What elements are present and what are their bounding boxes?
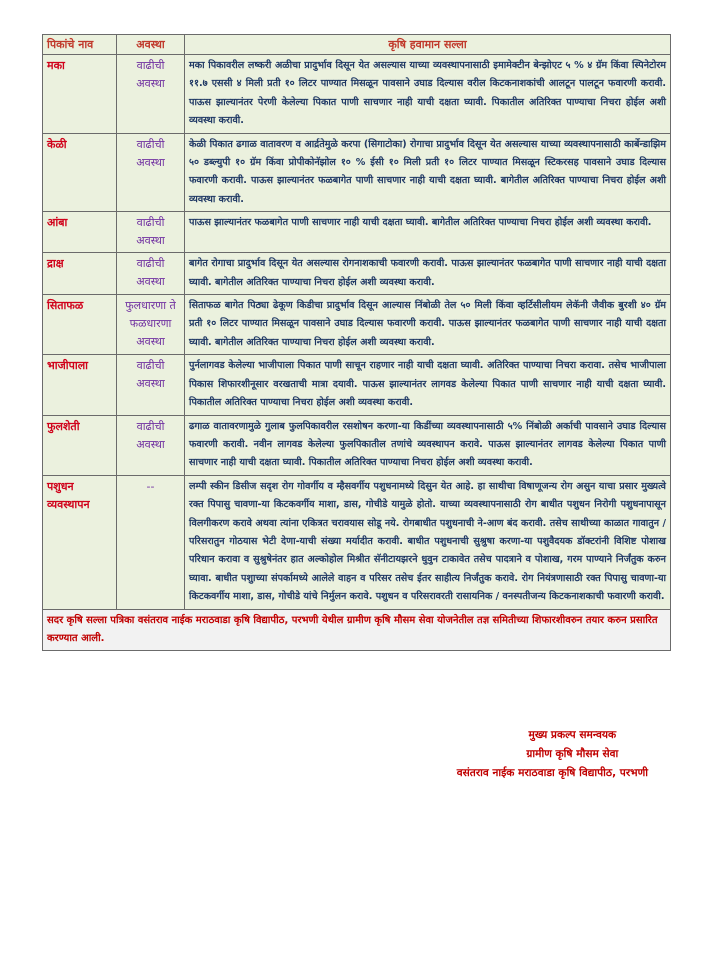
crop-advice: सिताफळ बागेत पिठ्या ढेकूण किडीचा प्रादुर्भाव दिसून आल्यास निंबोळी तेल ५० मिली किंवा व्हर्टिसीलीयम लेकॅनी जैवीक बुरशी ४० ग्रॅम प्रती १० लिटर पाण्यात मिसळून पावसाने उघाड दिल्यास फवारणी करावी. पाऊस झाल्यानंतर फळबागेत पाणी साचणार नाही याची दक्षता घ्यावी. बागेतील अतिरिक्त पाण्याचा निचरा होईल अशी व्यवस्था करावी.	[185, 295, 671, 355]
table-row	[43, 212, 671, 253]
table-row	[43, 355, 671, 415]
crop-stage: वाढीची अवस्था	[117, 212, 185, 253]
table-row	[43, 253, 671, 295]
crop-name: पशुधन व्यवस्थापन	[43, 475, 117, 609]
signature-block	[456, 726, 648, 783]
crop-advice: मका पिकावरील लष्करी अळीचा प्रादुर्भाव दिसून येत असल्यास याच्या व्यवस्थापनासाठी इमामेक्टीन बेन्झोएट ५ % ४ ग्रॅम किंवा स्पिनेटोरम ११.७ एससी ४ मिली प्रती १० लिटर पाण्यात मिसळून पावसाने उघाड दिल्यास वरील किटकनाशकांची आलटून पालटून फवारणी करावी. पाऊस झाल्यानंतर पेरणी केलेल्या पिकात पाणी साचणार नाही याची दक्षता घ्यावी. पिकातील अतिरिक्त पाण्याचा निचरा होईल अशी व्यवस्था करावी.	[185, 55, 671, 134]
header-crop-name: पिकांचे नाव	[43, 35, 117, 55]
footer-row	[43, 609, 671, 650]
table-row	[43, 475, 671, 609]
table-row	[43, 133, 671, 212]
crop-name: केळी	[43, 133, 117, 212]
crop-stage: वाढीची अवस्था	[117, 253, 185, 295]
crop-stage: --	[117, 475, 185, 609]
crop-name: आंबा	[43, 212, 117, 253]
crop-advice: पाऊस झाल्यानंतर फळबागेत पाणी साचणार नाही याची दक्षता घ्यावी. बागेतील अतिरिक्त पाण्याचा निचरा होईल अशी व्यवस्था करावी.	[185, 212, 671, 253]
header-stage: अवस्था	[117, 35, 185, 55]
table-row	[43, 55, 671, 134]
header-advice: कृषि हवामान सल्ला	[185, 35, 671, 55]
table-row	[43, 415, 671, 475]
signature-line-2: ग्रामीण कृषि मौसम सेवा	[526, 748, 619, 760]
signature-line-3: वसंतराव नाईक मराठवाडा कृषि विद्यापीठ, परभणी	[456, 767, 648, 779]
crop-name: द्राक्ष	[43, 253, 117, 295]
crop-advice: बागेत रोगाचा प्रादुर्भाव दिसून येत असल्यास रोगनाशकाची फवारणी करावी. पाऊस झाल्यानंतर फळबागेत पाणी साचणार नाही याची दक्षता घ्यावी. बागेतील अतिरिक्त पाण्याचा निचरा होईल अशी व्यवस्था करावी.	[185, 253, 671, 295]
crop-advice: केळी पिकात ढगाळ वातावरण व आर्द्रतेमुळे करपा (सिगाटोका) रोगाचा प्रादुर्भाव दिसून येत असल्यास याच्या व्यवस्थापनासाठी कार्बेन्डाझिम ५० डब्ल्युपी १० ग्रॅम किंवा प्रोपीकोनॅझोल १० % ईसी १० मिली प्रती १० लिटर पाण्यात मिसळून स्टिकरसह पावसाने उघाड दिल्यास फवारणी करावी. पाऊस झाल्यानंतर फळबागेत पाणी साचणार नाही याची दक्षता घ्यावी. बागेतील अतिरिक्त पाण्याचा निचरा होईल अशी व्यवस्था करावी.	[185, 133, 671, 212]
footer-note: सदर कृषि सल्ला पत्रिका वसंतराव नाईक मराठवाडा कृषि विद्यापीठ, परभणी येथील ग्रामीण कृषि मौसम सेवा योजनेतील तज्ञ समितीच्या शिफारशीवरुन तयार करुन प्रसारित करण्यात आली.	[43, 609, 671, 650]
crop-stage: वाढीची अवस्था	[117, 133, 185, 212]
crop-stage: वाढीची अवस्था	[117, 415, 185, 475]
table-row	[43, 295, 671, 355]
advisory-table	[42, 34, 671, 651]
crop-name: मका	[43, 55, 117, 134]
signature-line-1: मुख्य प्रकल्प समन्वयक	[528, 729, 617, 741]
crop-name: भाजीपाला	[43, 355, 117, 415]
crop-advice: पुर्नलागवड केलेल्या भाजीपाला पिकात पाणी साचून राहणार नाही याची दक्षता घ्यावी. अतिरिक्त पाण्याचा निचरा करावा. तसेच भाजीपाला पिकास शिफारशीनूसार वरखताची मात्रा दयावी. पाऊस झाल्यानंतर लागवड केलेल्या पिकात पाणी साचणार नाही याची दक्षता घ्यावी. पिकातील अतिरिक्त पाण्याचा निचरा होईल अशी व्यवस्था करावी.	[185, 355, 671, 415]
crop-name: फुलशेती	[43, 415, 117, 475]
crop-advice: ढगाळ वातावरणामुळे गुलाब फुलपिकावरील रसशोषन करणा-या किडींच्या व्यवस्थापनासाठी ५% निंबोळी अर्काची पावसाने उघाड दिल्यास फवारणी करावी. नवीन लागवड केलेल्या फुलपिकातील तणांचे व्यवस्थापन करावे. पाऊस झाल्यानंतर लागवड केलेल्या पिकात पाणी साचणार नाही याची दक्षता घ्यावी. पिकातील अतिरिक्त पाण्याचा निचरा होईल अशी व्यवस्था करावी.	[185, 415, 671, 475]
table-header-row	[43, 35, 671, 55]
crop-stage: वाढीची अवस्था	[117, 55, 185, 134]
crop-stage: वाढीची अवस्था	[117, 355, 185, 415]
crop-name: सिताफळ	[43, 295, 117, 355]
crop-stage: फुलधारणा ते फळधारणा अवस्था	[117, 295, 185, 355]
crop-advice: लम्पी स्कीन डिसीज सदृश रोग गोवर्गीय व म्हैसवर्गीय पशुधनामध्ये दिसुन येत आहे. हा साथीचा विषाणूजन्य रोग असुन याचा प्रसार मुख्यत्वे रक्त पिपासु चावणा-या किटकवर्गीय माशा, डास, गोचीडे यामुळे होतो. याच्या व्यवस्थापनासाठी रोग बाधीत पशुधन निरोगी पशुधनापासून विलगीकरण करावे अथवा त्यांना एकित्रत चरावयास सोडू नये. रोगबाधीत पशुधनाची ने-आण बंद करावी. तसेच साथीच्या काळात गावातुन / परिसरातुन गोठयास भेटी देणा-याची संख्या मर्यादीत करावी. बाधीत पशुधनाची सुश्रुषा करणा-या पशुवैदयक डॉक्टरांनी विशिष्ट पोशाख परिधान करावा व सुश्रुषेनंतर हात अल्कोहोल मिश्रीत सॅनीटायझरने धुवुन टाकावेत तसेच पादत्राने व पोशाख, गरम पाण्याने निर्जंतुक करुन घ्यावा. बाधीत पशुाच्या संपर्कामध्ये आलेले वाहन व परिसर तसेच ईतर साहीत्य निर्जंतुक करावे. रोग नियंत्रणासाठी रक्त पिपासु चावणा-या किटकवर्गीय माशा, डास, गोचीडे यांचे निर्मुलन करावे. पशुधन व परिसरावरती रासायनिक / वनस्पतीजन्य किटकनाशकाची फवारणी करावी.	[185, 475, 671, 609]
